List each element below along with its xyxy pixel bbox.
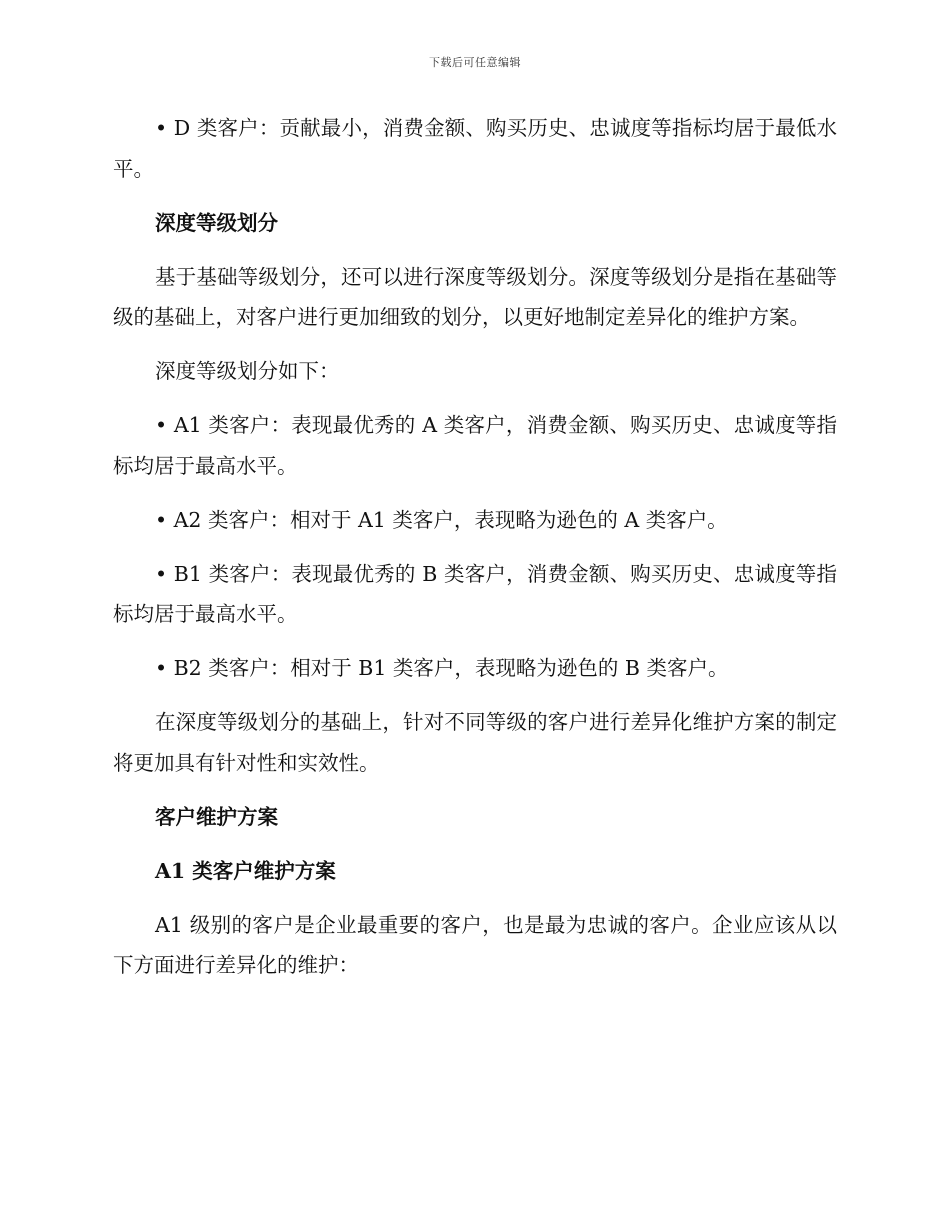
paragraph-a1-maintenance-intro: A1 级别的客户是企业最重要的客户，也是最为忠诚的客户。企业应该从以下方面进行差异化的维护： bbox=[113, 912, 837, 977]
page-header-note: 下载后可任意编辑 bbox=[429, 56, 521, 69]
heading-customer-maintenance-plan: 客户维护方案 bbox=[155, 804, 278, 829]
paragraph-depth-level-conclusion: 在深度等级划分的基础上，针对不同等级的客户进行差异化维护方案的制定将更加具有针对性和实效性。 bbox=[113, 710, 837, 775]
list-item-b2: • B2 类客户：相对于 B1 类客户，表现略为逊色的 B 类客户。 bbox=[155, 656, 729, 680]
document-body bbox=[113, 108, 837, 986]
paragraph-depth-level-list-intro: 深度等级划分如下： bbox=[155, 359, 340, 383]
list-item-a1: • A1 类客户：表现最优秀的 A 类客户，消费金额、购买历史、忠诚度等指标均居于最高水平。 bbox=[113, 413, 837, 478]
list-item-a2: • A2 类客户：相对于 A1 类客户，表现略为逊色的 A 类客户。 bbox=[155, 507, 728, 532]
heading-depth-level-division: 深度等级划分 bbox=[155, 210, 278, 235]
paragraph-d-class-customer: • D 类客户：贡献最小，消费金额、购买历史、忠诚度等指标均居于最低水平。 bbox=[113, 116, 837, 181]
paragraph-depth-level-intro: 基于基础等级划分，还可以进行深度等级划分。深度等级划分是指在基础等级的基础上，对客户进行更加细致的划分，以更好地制定差异化的维护方案。 bbox=[113, 264, 837, 329]
heading-a1-maintenance-plan: A1 类客户维护方案 bbox=[155, 858, 336, 883]
list-item-b1: • B1 类客户：表现最优秀的 B 类客户，消费金额、购买历史、忠诚度等指标均居于最高水平。 bbox=[113, 561, 837, 626]
